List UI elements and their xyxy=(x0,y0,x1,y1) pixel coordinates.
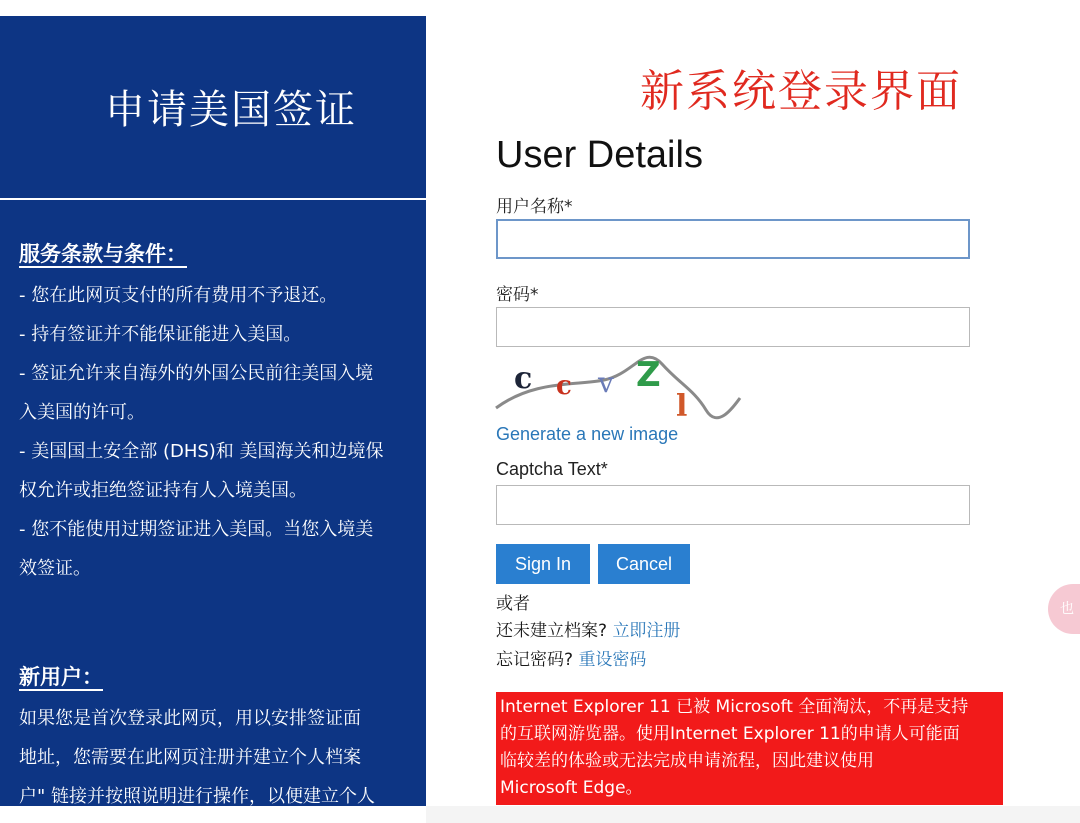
captcha-char: v xyxy=(598,366,614,399)
or-text: 或者 xyxy=(496,594,530,614)
password-input[interactable] xyxy=(496,307,970,347)
terms-panel xyxy=(0,16,426,806)
captcha-char: Z xyxy=(636,355,661,395)
terms-line: - 持有签证并不能保证能进入美国。 xyxy=(19,324,302,345)
register-link[interactable]: 立即注册 xyxy=(612,621,681,641)
new-user-line: 地址，您需要在此网页注册并建立个人档案 xyxy=(19,747,361,768)
bottom-edge xyxy=(426,806,1080,823)
terms-line: 权允许或拒绝签证持有人入境美国。 xyxy=(19,480,307,501)
floating-chat-badge[interactable]: 也 xyxy=(1048,584,1080,634)
generate-new-image-link[interactable]: Generate a new image xyxy=(496,424,679,444)
captcha-noise-line xyxy=(496,357,740,418)
terms-list xyxy=(19,276,426,588)
forgot-password-prompt: 忘记密码? xyxy=(496,650,574,670)
captcha-char: c xyxy=(556,371,572,401)
ie-warning-line: Microsoft Edge。 xyxy=(500,778,643,798)
reset-password-link[interactable]: 重设密码 xyxy=(578,650,647,670)
terms-line: - 美国国土安全部 (DHS)和 美国海关和边境保 xyxy=(19,441,384,462)
panel-divider xyxy=(0,198,426,200)
terms-heading: 服务条款与条件： xyxy=(19,242,187,266)
captcha-label: Captcha Text* xyxy=(496,459,608,479)
ie-warning-line: Internet Explorer 11 已被 Microsoft 全面淘汰，不再是支持 xyxy=(500,697,969,717)
captcha-char: l xyxy=(676,389,688,422)
panel-title: 申请美国签证 xyxy=(105,87,357,133)
captcha-input[interactable] xyxy=(496,485,970,525)
new-user-line: 如果您是首次登录此网页，用以安排签证面 xyxy=(19,708,361,729)
new-user-text xyxy=(19,699,426,806)
captcha-image xyxy=(494,350,744,422)
terms-line: - 签证允许来自海外的外国公民前往美国入境 xyxy=(19,363,374,384)
ie-warning-line: 的互联网游览器。使用Internet Explorer 11的申请人可能面 xyxy=(500,724,960,744)
user-details-heading: User Details xyxy=(496,134,703,176)
ie-warning-banner xyxy=(496,692,1003,805)
cancel-button[interactable]: Cancel xyxy=(598,544,690,584)
terms-line: - 您不能使用过期签证进入美国。当您入境美 xyxy=(19,519,374,540)
username-input[interactable] xyxy=(496,219,970,259)
terms-line: - 您在此网页支付的所有费用不予退还。 xyxy=(19,285,338,306)
new-user-line: 户" 链接并按照说明进行操作，以便建立个人 xyxy=(19,786,375,806)
reset-password-row xyxy=(496,645,646,670)
username-label: 用户名称* xyxy=(496,197,573,217)
password-label: 密码* xyxy=(496,285,539,305)
sign-in-button[interactable]: Sign In xyxy=(496,544,590,584)
register-row xyxy=(496,616,680,641)
ie-warning-line: 临较差的体验或无法完成申请流程，因此建议使用 xyxy=(500,751,874,771)
terms-line: 效签证。 xyxy=(19,558,91,579)
login-page-title: 新系统登录界面 xyxy=(640,66,962,117)
new-user-heading: 新用户： xyxy=(19,665,103,689)
terms-line: 入美国的许可。 xyxy=(19,402,145,423)
captcha-char: c xyxy=(514,361,533,396)
register-prompt: 还未建立档案? xyxy=(496,621,608,641)
